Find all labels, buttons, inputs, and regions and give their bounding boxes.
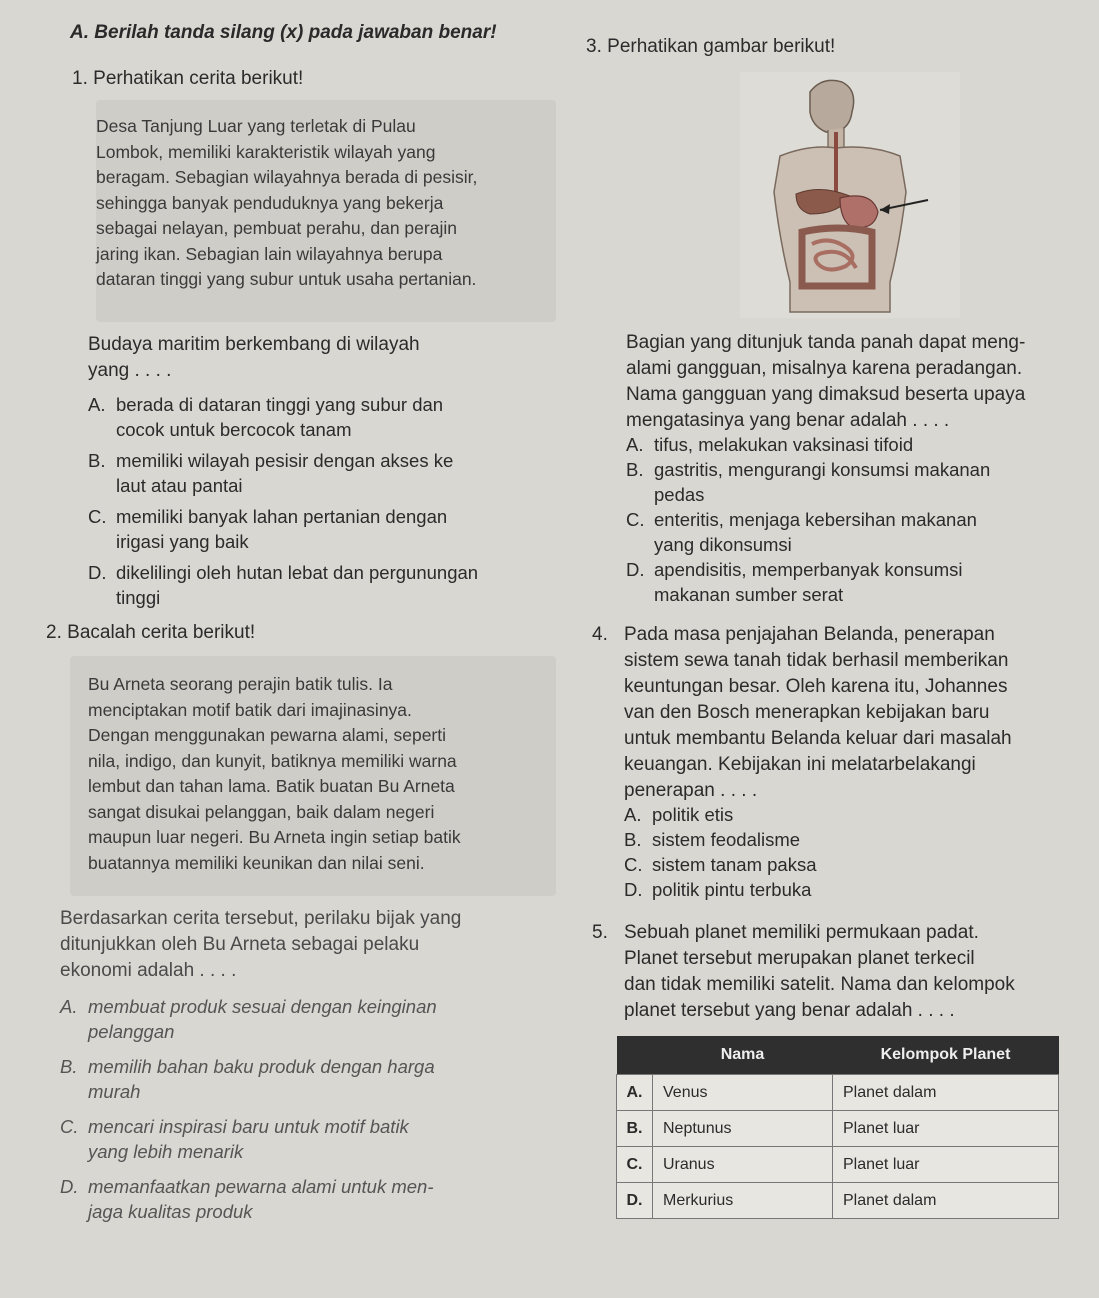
row-kelompok: Planet dalam [833, 1075, 1059, 1111]
option-text: mencari inspirasi baru untuk motif batik [88, 1116, 409, 1137]
q1-story-line: Desa Tanjung Luar yang terletak di Pulau [96, 116, 416, 136]
option-text: memiliki banyak lahan pertanian dengan [116, 506, 448, 527]
q2-story-line: Dengan menggunakan pewarna alami, seperti [88, 725, 447, 745]
option-text: murah [88, 1081, 141, 1102]
option-letter: C. [60, 1116, 79, 1137]
q1-header [72, 66, 303, 92]
row-letter: C. [617, 1147, 653, 1183]
q2-header [46, 620, 255, 646]
q1-story-line: Lombok, memiliki karakteristik wilayah yang [96, 141, 436, 162]
q1-option-d[interactable] [88, 560, 558, 610]
q2-story-line: nila, indigo, dan kunyit, batiknya memiliki warna [88, 750, 457, 771]
q3-option-b[interactable] [626, 457, 1076, 507]
option-letter: D. [624, 879, 643, 900]
row-letter: B. [617, 1111, 653, 1147]
option-letter: A. [624, 804, 642, 825]
row-nama: Merkurius [653, 1183, 833, 1219]
q3-option-a[interactable] [626, 432, 1076, 457]
option-text: gastritis, mengurangi konsumsi makanan [654, 459, 991, 480]
table-header-kelompok: Kelompok Planet [833, 1036, 1059, 1075]
q3-question-line: mengatasinya yang benar adalah . . . . [626, 410, 950, 431]
option-text: membuat produk sesuai dengan keinginan [88, 996, 437, 1017]
q2-intro: Bacalah cerita berikut! [67, 622, 256, 643]
option-text: tifus, melakukan vaksinasi tifoid [654, 434, 914, 455]
table-header-row [617, 1036, 1059, 1075]
q4-option-b[interactable] [624, 827, 1064, 852]
option-text: berada di dataran tinggi yang subur dan [116, 394, 444, 415]
q2-story-line: maupun luar negeri. Bu Arneta ingin setiap batik [88, 827, 461, 847]
q5-question [592, 920, 1072, 1024]
option-text: dikelilingi oleh hutan lebat dan pergunungan [116, 562, 479, 583]
q5-question-line: Planet tersebut merupakan planet terkecil [624, 948, 975, 969]
q5-question-line: dan tidak memiliki satelit. Nama dan kelompok [624, 974, 1015, 995]
option-letter: B. [624, 829, 642, 850]
option-text: irigasi yang baik [116, 531, 249, 552]
q1-number: 1. [72, 68, 88, 89]
q2-question-line: ekonomi adalah . . . . [60, 960, 237, 981]
q2-number: 2. [46, 622, 62, 643]
q4-option-d[interactable] [624, 877, 1064, 902]
table-header-nama: Nama [653, 1036, 833, 1075]
table-row[interactable] [617, 1183, 1059, 1219]
option-text: apendisitis, memperbanyak konsumsi [654, 559, 963, 580]
option-text: pedas [654, 484, 705, 505]
q1-story-line: jaring ikan. Sebagian lain wilayahnya berupa [96, 243, 443, 264]
q4-question-line: keuangan. Kebijakan ini melatarbelakangi [624, 754, 976, 775]
q4-question-line: sistem sewa tanah tidak berhasil memberikan [624, 650, 1009, 671]
q1-story-line: dataran tinggi yang subur untuk usaha pertanian. [96, 269, 477, 289]
row-nama: Neptunus [653, 1111, 833, 1147]
option-text: sistem feodalisme [652, 829, 801, 850]
q4-question [592, 622, 1062, 804]
q2-question [60, 906, 550, 984]
q2-story-line: sangat disukai pelanggan, baik dalam negeri [88, 801, 435, 822]
option-text: laut atau pantai [116, 475, 243, 496]
q4-number: 4. [592, 624, 608, 645]
q1-question-line: yang . . . . [88, 360, 172, 381]
q2-story-line: lembut dan tahan lama. Batik buatan Bu Arneta [88, 776, 455, 796]
q1-options [88, 392, 558, 610]
q2-story-line: Bu Arneta seorang perajin batik tulis. Ia [88, 674, 393, 694]
q3-question [626, 330, 1076, 434]
q3-number: 3. [586, 36, 602, 57]
option-letter: A. [60, 996, 78, 1017]
q3-option-d[interactable] [626, 557, 1076, 607]
q2-option-b[interactable] [60, 1054, 550, 1104]
row-kelompok: Planet luar [833, 1147, 1059, 1183]
digestive-system-figure [740, 72, 960, 318]
q3-options [626, 432, 1076, 607]
option-letter: B. [626, 459, 644, 480]
q2-story-text [88, 672, 548, 876]
row-nama: Venus [653, 1075, 833, 1111]
q5-answer-table [616, 1036, 1059, 1219]
table-row[interactable] [617, 1147, 1059, 1183]
option-letter: D. [60, 1176, 79, 1197]
q2-story-line: menciptakan motif batik dari imajinasinya. [88, 699, 412, 720]
option-text: politik pintu terbuka [652, 879, 812, 900]
section-title: A. Berilah tanda silang (x) pada jawaban benar! [70, 22, 497, 43]
q4-question-line: Pada masa penjajahan Belanda, penerapan [624, 624, 995, 645]
q1-intro: Perhatikan cerita berikut! [93, 68, 304, 89]
option-letter: D. [626, 559, 645, 580]
q2-story-box [70, 656, 556, 896]
table-row[interactable] [617, 1075, 1059, 1111]
q3-intro: Perhatikan gambar berikut! [607, 36, 836, 57]
option-letter: C. [624, 854, 643, 875]
q1-story-text [96, 114, 551, 293]
option-letter: B. [60, 1056, 78, 1077]
option-text: enteritis, menjaga kebersihan makanan [654, 509, 977, 530]
q2-question-line: ditunjukkan oleh Bu Arneta sebagai pelaku [60, 934, 420, 955]
q3-question-line: alami gangguan, misalnya karena peradangan. [626, 358, 1023, 379]
q1-option-c[interactable] [88, 504, 558, 554]
option-text: yang dikonsumsi [654, 534, 792, 555]
q1-story-line: beragam. Sebagian wilayahnya berada di pesisir, [96, 167, 478, 187]
q4-option-c[interactable] [624, 852, 1064, 877]
option-text: memiliki wilayah pesisir dengan akses ke [116, 450, 454, 471]
option-text: memanfaatkan pewarna alami untuk men- [88, 1176, 434, 1197]
q2-options [60, 994, 550, 1224]
q2-option-d[interactable] [60, 1174, 550, 1224]
q5-number: 5. [592, 922, 608, 943]
q1-question-line: Budaya maritim berkembang di wilayah [88, 334, 420, 355]
option-text: jaga kualitas produk [88, 1201, 253, 1222]
option-letter: A. [626, 434, 644, 455]
q1-story-line: sehingga banyak penduduknya yang bekerja [96, 192, 444, 213]
q4-question-line: keuntungan besar. Oleh karena itu, Johannes [624, 676, 1008, 697]
option-text: pelanggan [88, 1021, 175, 1042]
q2-option-c[interactable] [60, 1114, 550, 1164]
q2-story-line: buatannya memiliki keunikan dan nilai seni. [88, 852, 425, 873]
q4-question-line-1 [592, 622, 1062, 648]
q2-option-a[interactable] [60, 994, 550, 1044]
q4-option-a[interactable] [624, 802, 1064, 827]
q1-option-a[interactable] [88, 392, 558, 442]
row-kelompok: Planet luar [833, 1111, 1059, 1147]
q1-story-box [96, 100, 556, 322]
q3-question-line: Bagian yang ditunjuk tanda panah dapat meng- [626, 332, 1026, 353]
q3-header [586, 34, 835, 60]
q4-question-line: penerapan . . . . [624, 780, 758, 801]
q5-question-line-1 [592, 920, 1072, 946]
option-letter: D. [88, 562, 107, 583]
q4-question-line: van den Bosch menerapkan kebijakan baru [624, 702, 990, 723]
option-text: makanan sumber serat [654, 584, 844, 605]
option-letter: C. [626, 509, 645, 530]
row-letter: A. [617, 1075, 653, 1111]
option-text: politik etis [652, 804, 734, 825]
table-header-letter [617, 1036, 653, 1075]
option-text: sistem tanam paksa [652, 854, 817, 875]
q5-question-line: Sebuah planet memiliki permukaan padat. [624, 922, 979, 943]
human-torso-icon [740, 72, 960, 318]
row-nama: Uranus [653, 1147, 833, 1183]
option-letter: A. [88, 394, 106, 415]
option-text: cocok untuk bercocok tanam [116, 419, 352, 440]
q5-answer-table-wrap [616, 1036, 1059, 1219]
option-text: memilih bahan baku produk dengan harga [88, 1056, 435, 1077]
option-text: yang lebih menarik [88, 1141, 244, 1162]
row-kelompok: Planet dalam [833, 1183, 1059, 1219]
row-letter: D. [617, 1183, 653, 1219]
q1-story-line: sebagai nelayan, pembuat perahu, dan perajin [96, 218, 457, 238]
option-letter: C. [88, 506, 107, 527]
q4-options [624, 802, 1064, 902]
q4-question-line: untuk membantu Belanda keluar dari masalah [624, 728, 1012, 749]
table-row[interactable] [617, 1111, 1059, 1147]
q5-question-line: planet tersebut yang benar adalah . . . . [624, 1000, 955, 1021]
q2-question-line: Berdasarkan cerita tersebut, perilaku bijak yang [60, 908, 462, 929]
option-text: tinggi [116, 587, 161, 608]
q1-question [88, 332, 548, 384]
q1-option-b[interactable] [88, 448, 558, 498]
q3-question-line: Nama gangguan yang dimaksud beserta upaya [626, 384, 1026, 405]
option-letter: B. [88, 450, 106, 471]
q3-option-c[interactable] [626, 507, 1076, 557]
